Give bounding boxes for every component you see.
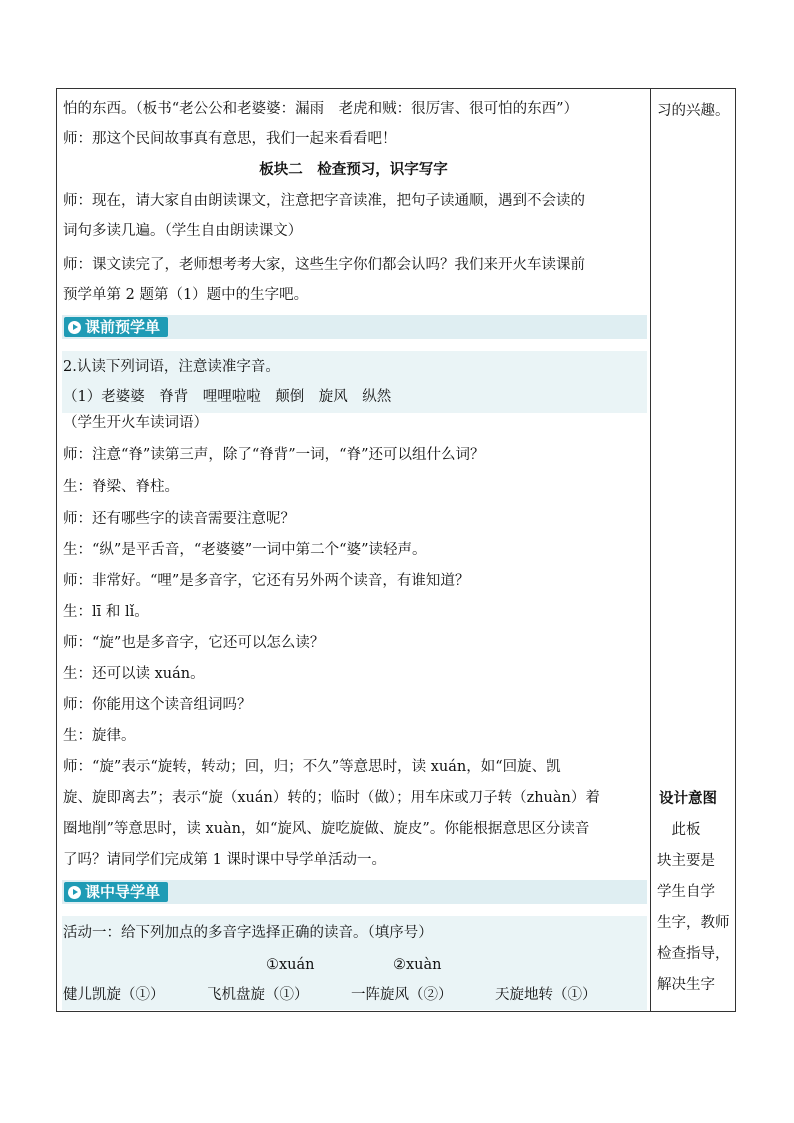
dialogue-line: 生：lī 和 lǐ。 — [63, 604, 149, 620]
side-text: 此板 — [657, 822, 701, 838]
option-2: ②xuàn — [393, 957, 442, 973]
banner-title: 课前预学单 — [85, 318, 161, 336]
dialogue-line: 生：还可以读 xuán。 — [63, 666, 205, 682]
text-line: 师：现在，请大家自由朗读课文，注意把字音读准，把句子读通顺，遇到不会读的 — [63, 193, 585, 209]
dialogue-line: 师：你能用这个读音组词吗？ — [63, 697, 252, 713]
answer-item: 一阵旋风（②） — [351, 987, 453, 1003]
dialogue-line: 师：“旋”表示“旋转，转动；回，归；不久”等意思时，读 xuán，如“回旋、凯 — [63, 759, 561, 775]
dialogue-line: 生：“纵”是平舌音，“老婆婆”一词中第二个“婆”读轻声。 — [63, 542, 427, 558]
side-text: 习的兴趣。 — [657, 103, 730, 119]
banner-tag — [64, 317, 168, 337]
option-1: ①xuán — [266, 957, 315, 973]
dialogue-line: 旋、旋即离去”；表示“旋（xuán）转的；临时（做）；用车床或刀子转（zhuàn）着 — [63, 790, 600, 806]
section-heading: 板块二 检查预习，识字写字 — [259, 161, 448, 178]
dialogue-line: 师：“旋”也是多音字，它还可以怎么读？ — [63, 635, 325, 651]
side-text: 解决生字 — [657, 977, 715, 993]
answer-item: 飞机盘旋（①） — [207, 987, 309, 1003]
banner-title: 课中导学单 — [85, 883, 161, 901]
dialogue-line: 生：旋律。 — [63, 728, 136, 744]
side-text: 检查指导， — [657, 946, 730, 962]
preview-question: 2.认读下列词语，注意读准字音。 — [63, 359, 280, 375]
side-text: 生字，教师 — [657, 915, 730, 931]
pre-class-banner — [62, 315, 647, 339]
answer-item: 天旋地转（①） — [495, 987, 597, 1003]
dialogue-line: （学生开火车读词语） — [63, 415, 208, 431]
dialogue-line: 了吗？请同学们完成第 1 课时课中导学单活动一。 — [63, 852, 386, 868]
banner-tag — [64, 882, 168, 902]
preview-words: （1）老婆婆 脊背 哩哩啦啦 颠倒 旋风 纵然 — [63, 389, 392, 405]
text-line: 师：课文读完了，老师想考考大家，这些生字你们都会认吗？我们来开火车读课前 — [63, 257, 585, 273]
play-circle-icon — [68, 886, 81, 899]
text-line: 预学单第 2 题第（1）题中的生字吧。 — [63, 287, 309, 303]
dialogue-line: 师：非常好。“哩”是多音字，它还有另外两个读音，有谁知道？ — [63, 573, 470, 589]
side-text: 学生自学 — [657, 884, 715, 900]
text-line: 师：那这个民间故事真有意思，我们一起来看看吧！ — [63, 131, 397, 147]
dialogue-line: 师：还有哪些字的读音需要注意呢？ — [63, 511, 295, 527]
answer-item: 健儿凯旋（①） — [63, 987, 165, 1003]
in-class-banner — [62, 880, 647, 904]
design-intent-label: 设计意图 — [659, 790, 717, 807]
column-divider — [650, 89, 651, 1011]
text-line: 怕的东西。（板书“老公公和老婆婆：漏雨 老虎和贼：很厉害、很可怕的东西”） — [63, 101, 579, 117]
play-circle-icon — [68, 321, 81, 334]
side-text: 块主要是 — [657, 853, 715, 869]
lesson-table — [56, 88, 736, 1012]
text-line: 词句多读几遍。（学生自由朗读课文） — [63, 223, 303, 239]
dialogue-line: 师：注意“脊”读第三声，除了“脊背”一词，“脊”还可以组什么词？ — [63, 447, 485, 463]
dialogue-line: 圈地削”等意思时，读 xuàn，如“旋风、旋吃旋做、旋皮”。你能根据意思区分读音 — [63, 821, 590, 837]
dialogue-line: 生：脊梁、脊柱。 — [63, 479, 179, 495]
activity-prompt: 活动一：给下列加点的多音字选择正确的读音。（填序号） — [63, 925, 433, 941]
